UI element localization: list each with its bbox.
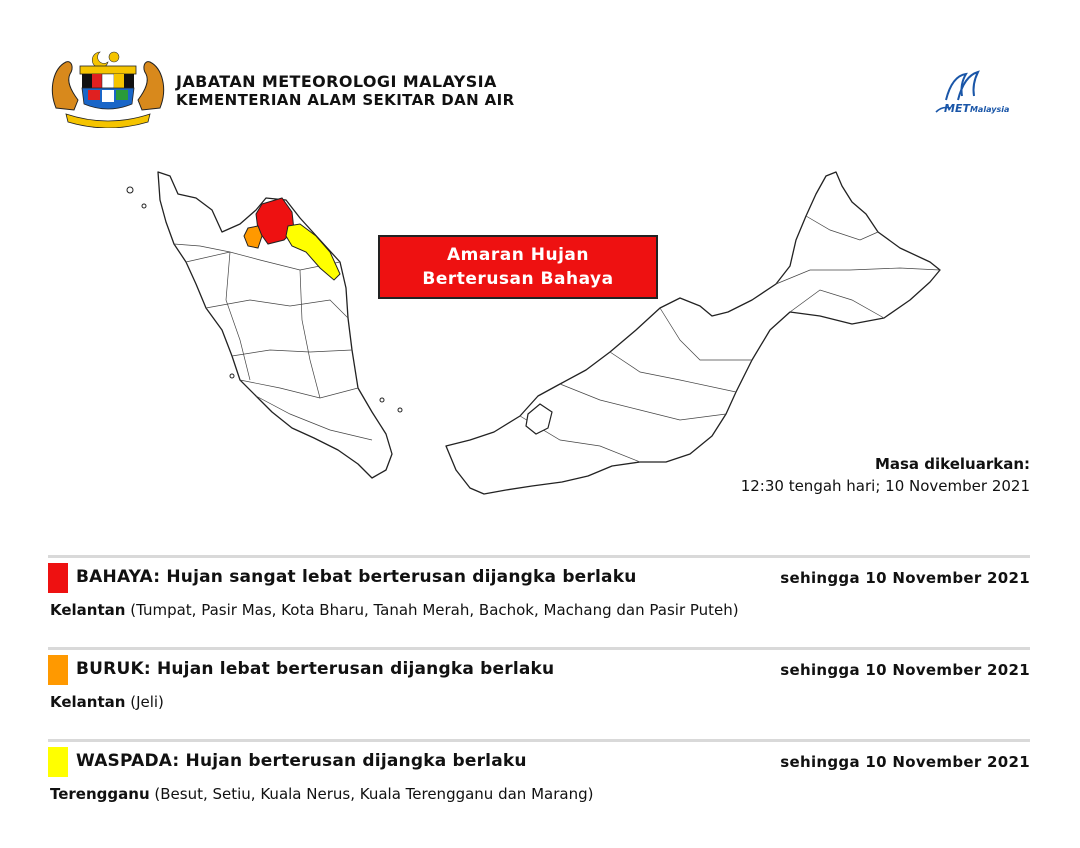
level-state: Kelantan xyxy=(50,693,126,711)
east-malaysia xyxy=(446,172,940,494)
warning-title-line1: Amaran Hujan xyxy=(447,245,589,265)
agency-name xyxy=(176,72,515,110)
level-until: sehingga 10 November 2021 xyxy=(780,661,1030,679)
level-districts: (Jeli) xyxy=(125,693,164,711)
level-waspada xyxy=(48,739,1030,831)
logo-subtext: Malaysia xyxy=(969,105,1010,114)
warning-title-box xyxy=(378,235,658,299)
agency-line1: JABATAN METEOROLOGI MALAYSIA xyxy=(176,72,497,91)
divider xyxy=(48,555,1030,558)
agency-line2: KEMENTERIAN ALAM SEKITAR DAN AIR xyxy=(176,91,515,109)
warning-levels xyxy=(48,555,1030,831)
level-swatch xyxy=(48,655,68,685)
warning-title-line2: Berterusan Bahaya xyxy=(422,269,614,289)
level-areas xyxy=(50,785,593,803)
level-title: BAHAYA: Hujan sangat lebat berterusan dijangka berlaku xyxy=(76,567,637,587)
level-until: sehingga 10 November 2021 xyxy=(780,753,1030,771)
divider xyxy=(48,647,1030,650)
level-areas xyxy=(50,693,164,711)
issued-label: Masa dikeluarkan: xyxy=(874,455,1030,473)
logo-text: MET xyxy=(944,102,970,115)
level-swatch xyxy=(48,747,68,777)
issued-value: 12:30 tengah hari; 10 November 2021 xyxy=(740,477,1030,495)
level-buruk xyxy=(48,647,1030,739)
level-title: WASPADA: Hujan berterusan dijangka berlaku xyxy=(76,751,527,771)
level-districts: (Tumpat, Pasir Mas, Kota Bharu, Tanah Merah, Bachok, Machang dan Pasir Puteh) xyxy=(125,601,739,619)
malaysia-coat-of-arms-icon xyxy=(48,48,168,128)
level-until: sehingga 10 November 2021 xyxy=(780,569,1030,587)
met-malaysia-logo-icon xyxy=(926,66,1038,116)
level-swatch xyxy=(48,563,68,593)
level-state: Terengganu xyxy=(50,785,150,803)
divider xyxy=(48,739,1030,742)
header xyxy=(48,48,1038,128)
level-bahaya xyxy=(48,555,1030,647)
level-areas xyxy=(50,601,739,619)
level-districts: (Besut, Setiu, Kuala Nerus, Kuala Terengganu dan Marang) xyxy=(149,785,594,803)
issued-time xyxy=(741,453,1030,497)
level-state: Kelantan xyxy=(50,601,126,619)
level-title: BURUK: Hujan lebat berterusan dijangka berlaku xyxy=(76,659,555,679)
